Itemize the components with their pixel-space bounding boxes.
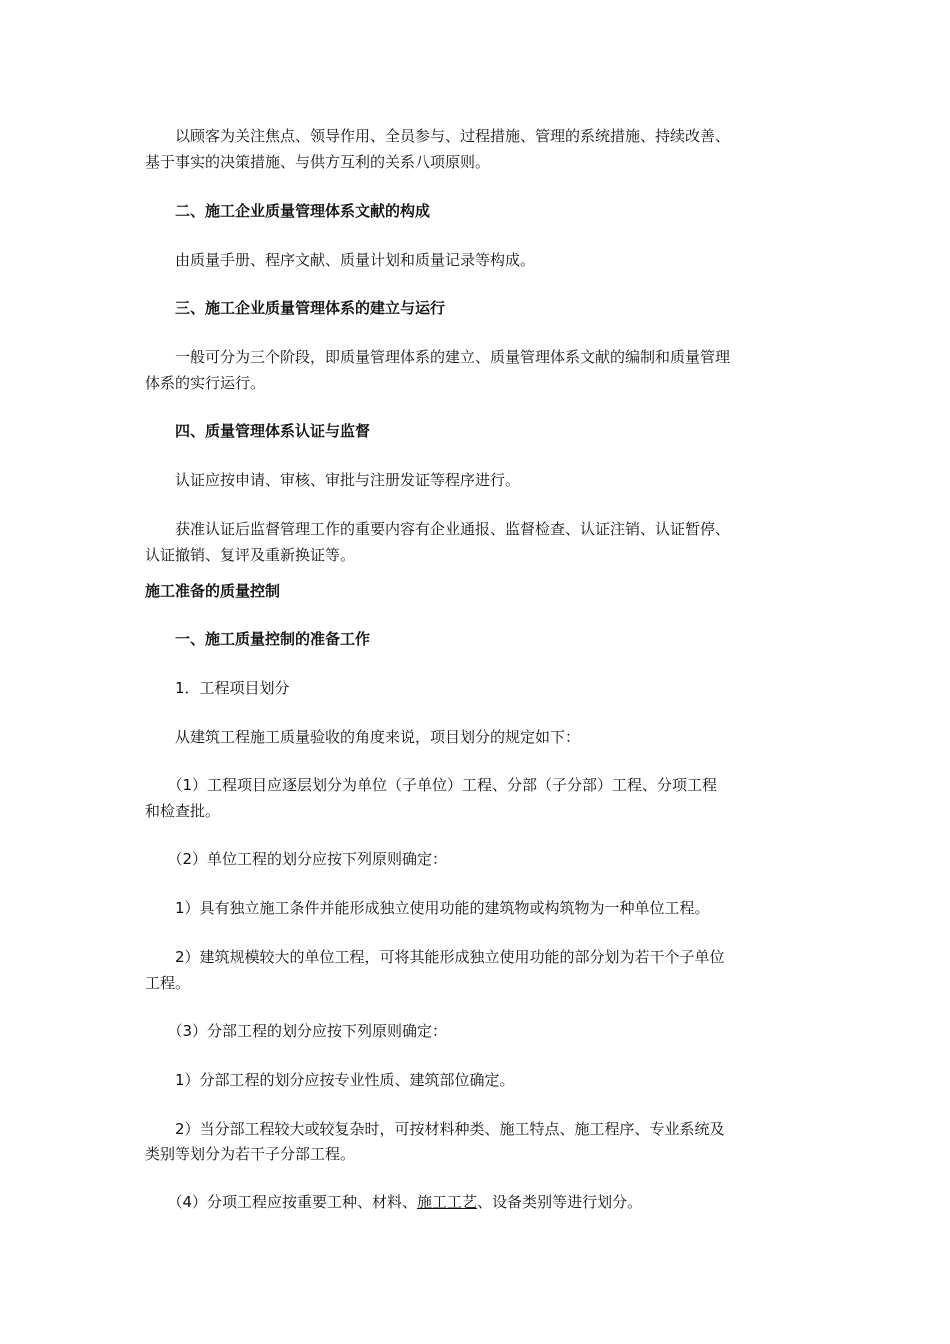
paragraph-line: 和检查批。 <box>145 802 221 820</box>
paragraph-line: 一般可分为三个阶段，即质量管理体系的建立、质量管理体系文献的编制和质量管理 <box>145 348 731 366</box>
paragraph-line: （1）工程项目应逐层划分为单位（子单位）工程、分部（子分部）工程、分项工程 <box>145 776 718 794</box>
paragraph-line: 基于事实的决策措施、与供方互利的关系八项原则。 <box>145 153 491 171</box>
section-heading: 一、施工质量控制的准备工作 <box>145 630 371 648</box>
construction-process-link[interactable]: 施工工艺 <box>417 1193 478 1211</box>
line-text-after: 、设备类别等进行划分。 <box>477 1193 643 1211</box>
paragraph-line: 类别等划分为若干子分部工程。 <box>145 1145 356 1163</box>
paragraph-line: （3）分部工程的划分应按下列原则确定： <box>145 1022 448 1040</box>
paragraph-line: （2）单位工程的划分应按下列原则确定： <box>145 850 448 868</box>
paragraph-line: 1）分部工程的划分应按专业性质、建筑部位确定。 <box>145 1071 515 1089</box>
paragraph-line: 认证撤销、复评及重新换证等。 <box>145 546 356 564</box>
paragraph-line: 2）建筑规模较大的单位工程，可将其能形成独立使用功能的部分划为若干个子单位 <box>145 948 725 966</box>
section-heading: 二、施工企业质量管理体系文献的构成 <box>145 202 431 220</box>
paragraph-line: 从建筑工程施工质量验收的角度来说，项目划分的规定如下： <box>145 728 581 746</box>
paragraph-line: 由质量手册、程序文献、质量计划和质量记录等构成。 <box>145 251 536 269</box>
paragraph-line: 体系的实行运行。 <box>145 374 266 392</box>
paragraph-line: 1．工程项目划分 <box>145 679 290 697</box>
paragraph-line: 1）具有独立施工条件并能形成独立使用功能的建筑物或构筑物为一种单位工程。 <box>145 899 710 917</box>
paragraph-line: 2）当分部工程较大或较复杂时，可按材料种类、施工特点、施工程序、专业系统及 <box>145 1120 725 1138</box>
paragraph-line: 获准认证后监督管理工作的重要内容有企业通报、监督检查、认证注销、认证暂停、 <box>145 520 731 538</box>
paragraph-line <box>145 1190 805 1214</box>
paragraph-line: 以顾客为关注焦点、领导作用、全员参与、过程措施、管理的系统措施、持续改善、 <box>145 127 731 145</box>
paragraph-line: 工程。 <box>145 974 191 992</box>
line-text-before: （4）分项工程应按重要工种、材料、 <box>145 1193 418 1211</box>
section-heading: 三、施工企业质量管理体系的建立与运行 <box>145 299 446 317</box>
paragraph-line: 认证应按申请、审核、审批与注册发证等程序进行。 <box>145 471 521 489</box>
chapter-heading: 施工准备的质量控制 <box>145 582 281 600</box>
section-heading: 四、质量管理体系认证与监督 <box>145 422 371 440</box>
